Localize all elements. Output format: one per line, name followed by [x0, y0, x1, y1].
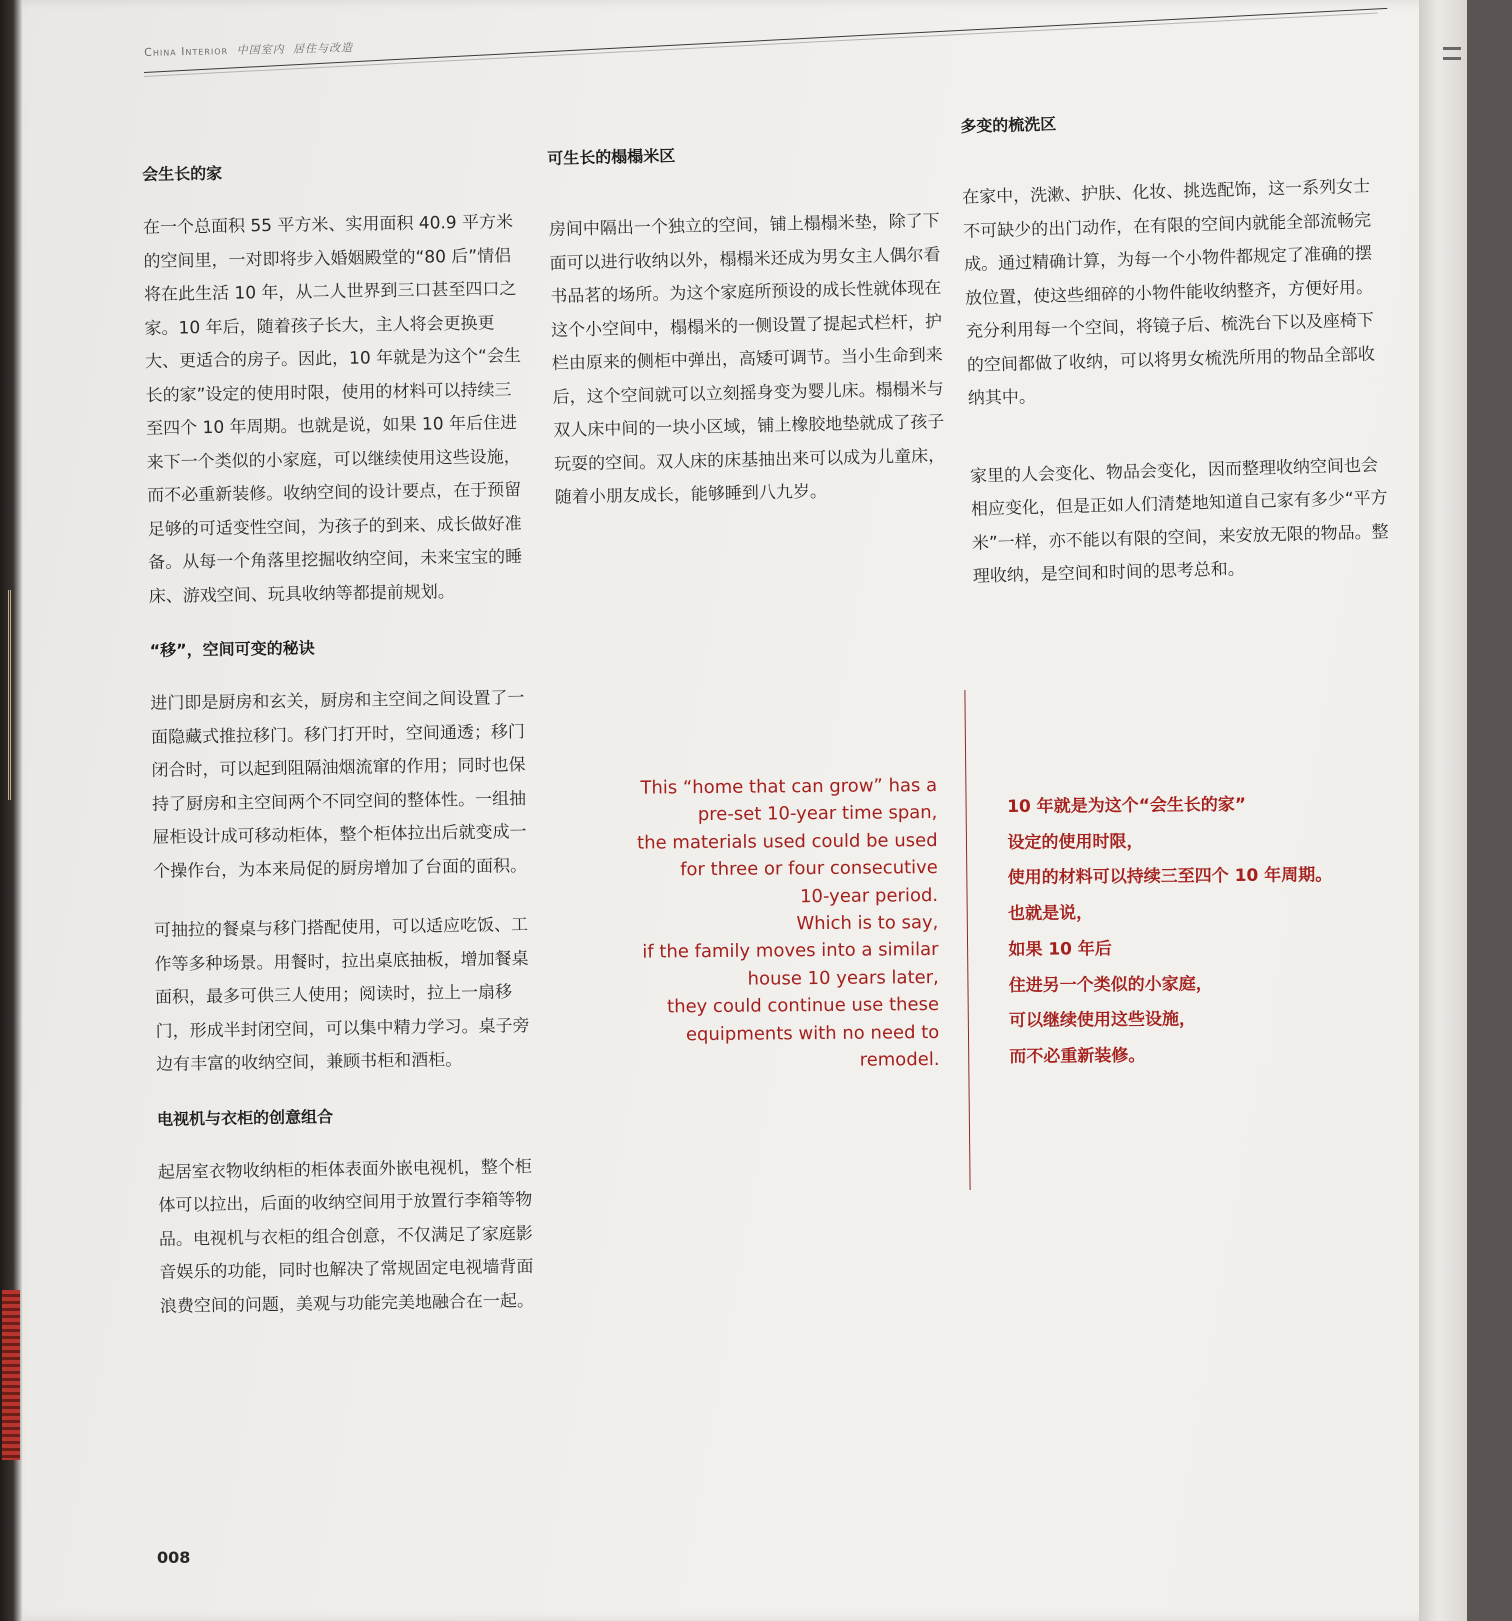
paragraph: 可抽拉的餐桌与移门搭配使用，可以适应吃饭、工作等多种场景。用餐时，拉出桌底抽板，增加餐桌面积，最多可供三人使用；阅读时，拉上一扇移门，形成半封闭空间，可以集中精力学习。桌子旁边有丰富的收纳空间，兼顾书柜和酒柜。 [153, 915, 530, 1075]
magazine-page [22, 0, 1467, 1621]
pull-quote-line: 可以继续使用这些设施， [1008, 1009, 1197, 1032]
pull-quote-line: house 10 years later, [747, 966, 939, 990]
pull-quote-line: for three or four consecutive [680, 857, 938, 881]
column-3 [960, 104, 1391, 594]
pull-quote-line: Which is to say, [796, 912, 939, 935]
heading-growing-home: 会生长的家 [142, 163, 223, 184]
pull-quote-line: the materials used could be used [637, 829, 938, 854]
page-number: 008 [157, 1548, 191, 1567]
section-name: 居住与改造 [292, 41, 354, 56]
page-edge [1419, 0, 1467, 1621]
magazine-title-cn: 中国室内 [236, 42, 285, 57]
heading-sliding-secret: “移”，空间可变的秘诀 [149, 638, 315, 660]
paragraph: 在一个总面积 55 平方米、实用面积 40.9 平方米的空间里，一对即将步入婚姻殿堂的“80 后”情侣将在此生活 10 年，从二人世界到三口甚至四口之家。10 年后，随着孩子长大，主人将会更换更大、更适合的房子。因此，10 年就是为这个“会生长的家”设定的使用时限，使用的材料可以持续三至四个 10 年周期。也就是说，如果 10 年后住进来下一个类似的小家庭，可以继续使用这些设施，而不必重新装修。收纳空间的设计要点，在于预留足够的可适变性空间，为孩子的到来、成长做好准备。从每一个角落里挖掘收纳空间，未来宝宝的睡床、游戏空间、玩具收纳等都提前规划。 [142, 212, 523, 607]
pull-quote-line: remodel. [859, 1049, 940, 1071]
spine-red-strip [2, 1290, 20, 1460]
column-2 [547, 139, 948, 515]
pull-quote-line: 而不必重新装修。 [1009, 1045, 1146, 1067]
paragraph: 家里的人会变化、物品会变化，因而整理收纳空间也会相应变化，但是正如人们清楚地知道自己家有多少“平方米”一样，亦不能以有限的空间，来安放无限的物品。整理收纳，是空间和时间的思考总和。 [969, 454, 1389, 587]
paragraph: 起居室衣物收纳柜的柜体表面外嵌电视机，整个柜体可以拉出，后面的收纳空间用于放置行李箱等物品。电视机与衣柜的组合创意，不仅满足了家庭影音娱乐的功能，同时也解决了常规固定电视墙背面浪费空间的问题，美观与功能完美地融合在一起。 [157, 1156, 535, 1317]
pull-quote-line: 也就是说， [1007, 903, 1094, 925]
heading-grooming-area: 多变的梳洗区 [960, 114, 1057, 136]
pull-quote-line: This “home that can grow” has a [640, 774, 938, 799]
paragraph: 进门即是厨房和玄关，厨房和主空间之间设置了一面隐藏式推拉移门。移门打开时，空间通透；移门闭合时，可以起到阻隔油烟流窜的作用；同时也保持了厨房和主空间两个不同空间的整体性。一组抽屉柜设计成可移动柜体，整个柜体拉出后就变成一个操作台，为本来局促的厨房增加了台面的面积。 [150, 688, 528, 882]
heading-tatami-area: 可生长的榻榻米区 [547, 146, 676, 168]
pull-quote-divider [964, 690, 970, 1190]
magazine-spine [0, 0, 22, 1621]
running-head [144, 39, 353, 60]
pull-quote-line: if the family moves into a similar [642, 939, 939, 964]
pull-quote-line: equipments with no need to [685, 1021, 940, 1045]
pull-quote-line: 10 年就是为这个“会生长的家” [1007, 794, 1247, 817]
paragraph: 房间中隔出一个独立的空间，铺上榻榻米垫，除了下面可以进行收纳以外，榻榻米还成为男女主人偶尔看书品茗的场所。为这个家庭所预设的成长性就体现在这个小空间中，榻榻米的一侧设置了提起式栏杆，护栏由原来的侧柜中弹出，高矮可调节。当小生命到来后，这个空间就可以立刻摇身变为婴儿床。榻榻米与双人床中间的一块小区域，铺上橡胶地垫就成了孩子玩耍的空间。双人床的床基抽出来可以成为儿童床，随着小朋友成长，能够睡到八九岁。 [548, 211, 946, 508]
pull-quote-line: 如果 10 年后 [1008, 938, 1112, 960]
pull-quote-line: 使用的材料可以持续三至四个 10 年周期。 [1007, 865, 1333, 889]
pull-quote-line: they could continue use these [666, 994, 940, 1018]
pull-quote-line: 住进另一个类似的小家庭， [1008, 973, 1213, 996]
pull-quote-line: 10-year period. [799, 884, 939, 907]
pull-quote-line: pre-set 10-year time span, [697, 802, 938, 826]
pull-quote-english [607, 772, 940, 1076]
pull-quote-line: 设定的使用时限， [1007, 831, 1144, 853]
column-1 [142, 158, 540, 1324]
page-edge-mark [1443, 57, 1461, 60]
page-edge-mark [1443, 47, 1461, 50]
heading-tv-wardrobe: 电视机与衣柜的创意组合 [156, 1106, 334, 1129]
magazine-title-en: China Interior [144, 44, 229, 59]
pull-quote-chinese [1007, 787, 1409, 1076]
paragraph: 在家中，洗漱、护肤、化妆、挑选配饰，这一系列女士不可缺少的出门动作，在有限的空间内就能全部流畅完成。通过精确计算，为每一个小物件都规定了准确的摆放位置，使这些细碎的小物件能收纳整齐，方便好用。充分利用每一个空间，将镜子后、梳洗台下以及座椅下的空间都做了收纳，可以将男女梳洗所用的物品全部收纳其中。 [962, 176, 1376, 409]
